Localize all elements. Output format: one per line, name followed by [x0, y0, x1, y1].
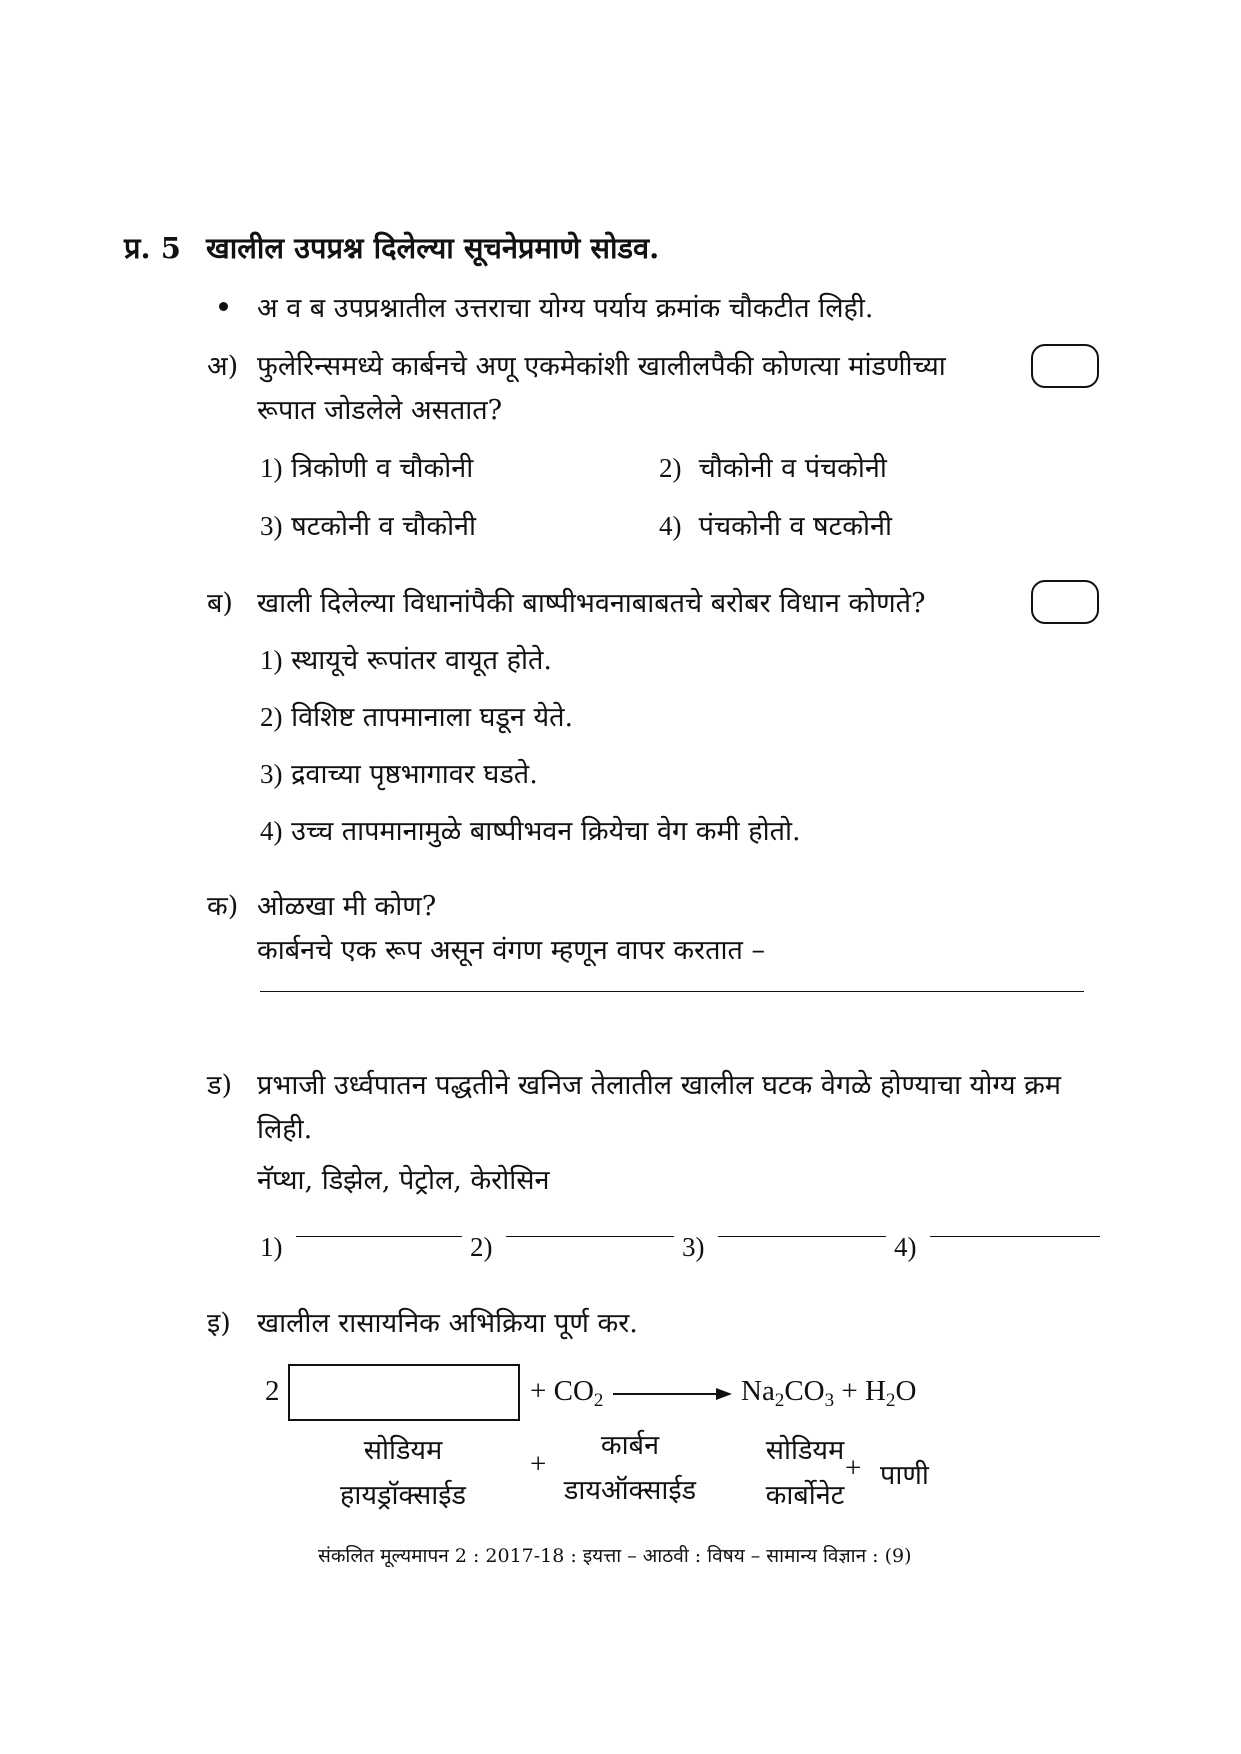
equation-arrowhead-icon [716, 1388, 732, 1400]
question-title: खालील उपप्रश्न दिलेल्या सूचनेप्रमाणे सोडव. [206, 231, 660, 265]
sub-d-question-line2: लिही. [257, 1114, 313, 1145]
label-carbon-dioxide-line2: डायऑक्साईड [563, 1475, 697, 1506]
instruction-text: अ व ब उपप्रश्नातील उत्तराचा योग्य पर्याय क्रमांक चौकटीत लिही. [257, 293, 874, 324]
sub-e-marker: इ) [207, 1308, 231, 1339]
sub-a-marker: अ) [207, 351, 239, 382]
equation-coefficient: 2 [265, 1375, 280, 1407]
sub-c-marker: क) [207, 891, 239, 922]
label-sodium-carbonate-line2: कार्बोनेट [765, 1480, 845, 1511]
answer-box-a[interactable] [1031, 344, 1099, 388]
sub-e-question: खालील रासायनिक अभिक्रिया पूर्ण कर. [257, 1308, 638, 1339]
sub-b-option-1: 1) स्थायूचे रूपांतर वायूत होते. [260, 645, 552, 676]
sub-c-question-line1: ओळखा मी कोण? [257, 891, 437, 922]
label-plus-2: + [845, 1452, 862, 1484]
equation-co2: + $CO_2$ [530, 1375, 604, 1411]
sub-b-marker: ब) [207, 588, 233, 619]
sub-d-blank-label-2: 2) [470, 1232, 493, 1262]
sub-a-option-3: 3) षटकोनी व चौकोनी [260, 511, 477, 542]
sub-b-option-2: 2) विशिष्ट तापमानाला घडून येते. [260, 702, 574, 733]
page-footer: संकलित मूल्यमापन 2 : 2017-18 : इयत्ता – आठवी : विषय – सामान्य विज्ञान : (9) [318, 1545, 912, 1567]
equation-arrow-icon [613, 1393, 721, 1395]
sub-a-option-2: 2) चौकोनी व पंचकोनी [659, 453, 887, 484]
sub-b-option-3: 3) द्रवाच्या पृष्ठभागावर घडते. [260, 759, 538, 790]
sub-d-question-line1: प्रभाजी उर्ध्वपातन पद्धतीने खनिज तेलातील खालील घटक वेगळे होण्याचा योग्य क्रम [257, 1070, 1062, 1101]
sub-d-items: नॅप्था, डिझेल, पेट्रोल, केरोसिन [257, 1165, 550, 1196]
bullet-icon [219, 302, 228, 311]
label-water: पाणी [880, 1460, 929, 1491]
sub-a-option-1: 1) त्रिकोणी व चौकोनी [260, 453, 474, 484]
sub-b-question: खाली दिलेल्या विधानांपैकी बाष्पीभवनाबाबतचे बरोबर विधान कोणते? [257, 588, 926, 619]
label-sodium-carbonate-line1: सोडियम [765, 1435, 845, 1466]
sub-c-answer-line[interactable] [260, 991, 1084, 992]
sub-d-marker: ड) [207, 1070, 232, 1101]
sub-d-blank-3[interactable] [718, 1236, 886, 1237]
label-sodium-hydroxide-line2: हायड्रॉक्साईड [340, 1480, 466, 1511]
sub-d-blank-label-1: 1) [260, 1232, 283, 1262]
sub-d-blank-2[interactable] [506, 1236, 674, 1237]
sub-a-question-line2: रूपात जोडलेले असतात? [257, 395, 503, 426]
equation-answer-box[interactable] [288, 1364, 520, 1421]
sub-d-blank-label-4: 4) [894, 1232, 917, 1262]
sub-d-blank-4[interactable] [930, 1236, 1100, 1237]
answer-box-b[interactable] [1031, 580, 1099, 624]
sub-b-option-4: 4) उच्च तापमानामुळे बाष्पीभवन क्रियेचा वेग कमी होतो. [260, 816, 801, 847]
equation-products: $Na_2CO_3 + H_2O$ [741, 1375, 917, 1411]
sub-d-blank-label-3: 3) [682, 1232, 705, 1262]
sub-d-blank-1[interactable] [296, 1236, 462, 1237]
label-plus-1: + [530, 1448, 547, 1480]
question-number: प्र. 5 [124, 231, 181, 265]
label-sodium-hydroxide-line1: सोडियम [363, 1435, 443, 1466]
label-carbon-dioxide-line1: कार्बन [600, 1430, 660, 1461]
sub-a-question-line1: फुलेरिन्समध्ये कार्बनचे अणू एकमेकांशी खालीलपैकी कोणत्या मांडणीच्या [257, 351, 946, 382]
sub-a-option-4: 4) पंचकोनी व षटकोनी [659, 511, 892, 542]
sub-c-question-line2: कार्बनचे एक रूप असून वंगण म्हणून वापर करतात – [257, 935, 765, 966]
